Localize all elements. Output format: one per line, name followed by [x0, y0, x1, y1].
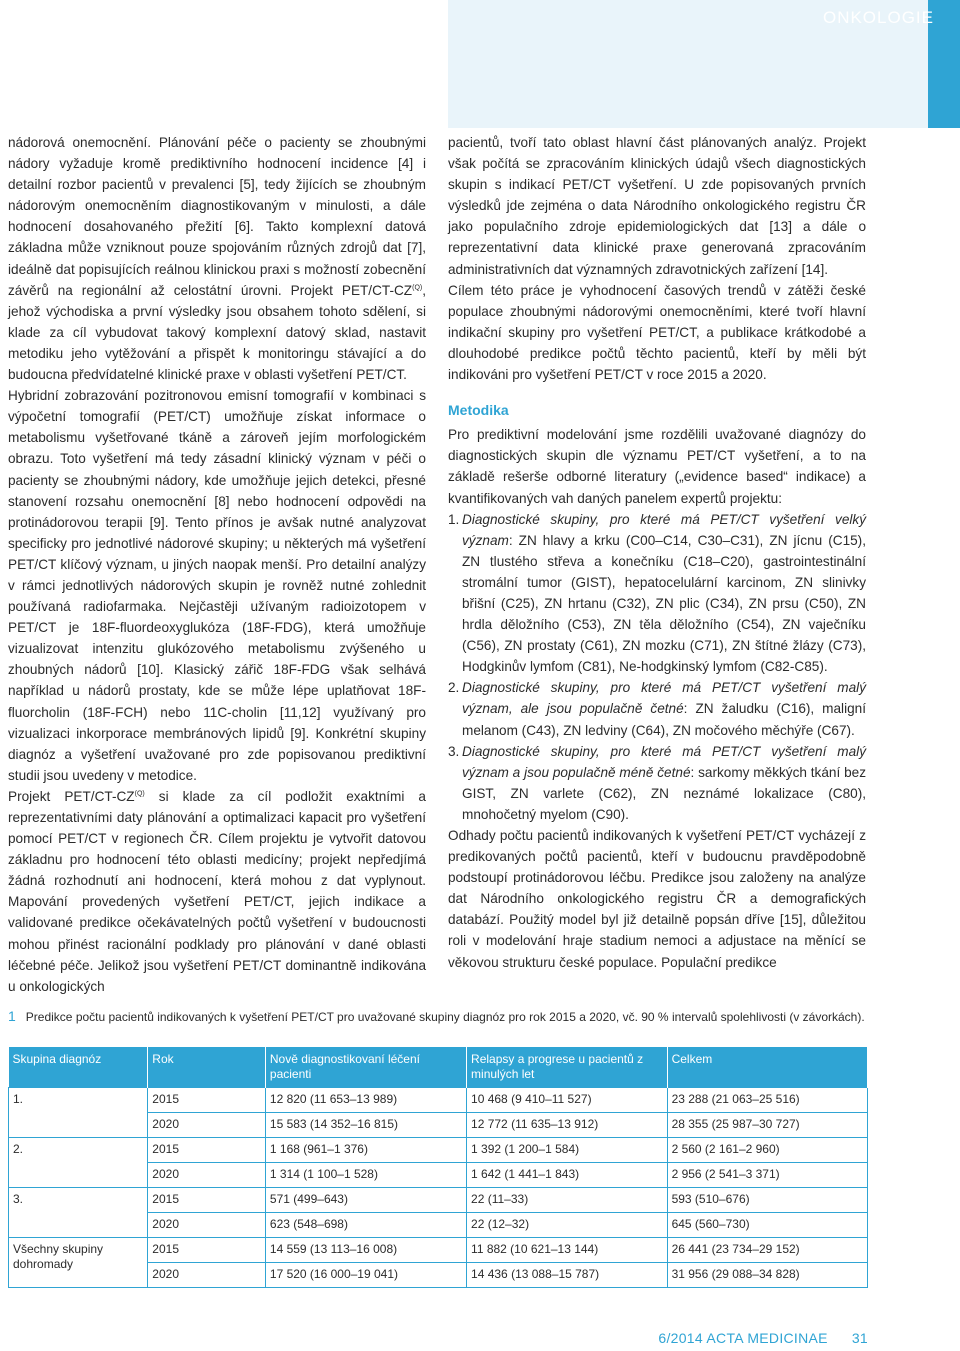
table-cell: 2 560 (2 161–2 960) [667, 1138, 867, 1163]
table-cell: 2020 [148, 1263, 266, 1288]
table-cell: 23 288 (21 063–25 516) [667, 1088, 867, 1113]
table-cell: Všechny skupiny dohromady [9, 1238, 148, 1288]
superscript: (Q) [412, 284, 423, 292]
table-cell: 10 468 (9 410–11 527) [467, 1088, 668, 1113]
table-cell: 1 642 (1 441–1 843) [467, 1163, 668, 1188]
paragraph: Cílem této práce je vyhodnocení časových trendů v zátěži české populace zhoubnými nádorovými onemocněními, které tvoří hlavní indikační skupiny pro vyšetření PET/CT, a publikace krátkodobé a dlouhodobé predikce počtů těchto pacientů, kteří by měli být indikováni pro vyšetření PET/CT v roce 2015 a 2020. [448, 282, 866, 383]
table-cell: 11 882 (10 621–13 144) [467, 1238, 668, 1263]
list-number: 3. [448, 743, 460, 759]
table-row [9, 1238, 868, 1263]
table-cell: 26 441 (23 734–29 152) [667, 1238, 867, 1263]
table-cell: 14 559 (13 113–16 008) [265, 1238, 466, 1263]
text-run: , jehož východiska a první výsledky jsou obsahem tohoto sdělení, si klade za cíl vybudovat takový komplexní datový sklad, nastavit metodiku jeho vytěžování a přispět k monitoringu stávající a do budoucna předvídatelné klinické praxe v oblasti vyšetření PET/CT. [8, 282, 426, 383]
list-item [448, 677, 866, 740]
page-footer [658, 1330, 868, 1346]
table-cell: 1 168 (961–1 376) [265, 1138, 466, 1163]
table-cell: 571 (499–643) [265, 1188, 466, 1213]
table-number: 1 [8, 1008, 16, 1024]
table-cell: 623 (548–698) [265, 1213, 466, 1238]
table-cell: 1. [9, 1088, 148, 1138]
group-title: Diagnostické skupiny, pro které má PET/CT vyšetření malý význam a jsou populačně méně četné [462, 743, 866, 780]
page-number: 31 [851, 1330, 868, 1346]
section-label: ONKOLOGIE [822, 8, 934, 27]
paragraph [8, 786, 426, 997]
journal-issue: 6/2014 ACTA MEDICINAE [658, 1330, 828, 1346]
table-header-row [9, 1047, 868, 1088]
left-column [8, 132, 426, 997]
text-run: Projekt PET/CT-CZ [8, 788, 135, 804]
list-number: 2. [448, 680, 460, 696]
table-row [9, 1088, 868, 1113]
table-cell: 593 (510–676) [667, 1188, 867, 1213]
table-cell: 15 583 (14 352–16 815) [265, 1113, 466, 1138]
paragraph: Pro prediktivní modelování jsme rozdělili uvažované diagnózy do diagnostických skupin dle významu PET/CT vyšetření, a to na základě rešerše odborné literatury („evidence based“ indikace) a kvantifikovaných vah daných panelem expertů projektu: [448, 427, 866, 506]
list-number: 1. [448, 511, 460, 527]
table-cell: 3. [9, 1188, 148, 1238]
paragraph [8, 132, 426, 385]
table-cell: 2015 [148, 1188, 266, 1213]
diagnostic-groups-list [448, 509, 866, 825]
prediction-table [8, 1047, 868, 1288]
table-cell: 2015 [148, 1138, 266, 1163]
table-cell: 2. [9, 1138, 148, 1188]
table-cell: 2020 [148, 1213, 266, 1238]
table-cell: 31 956 (29 088–34 828) [667, 1263, 867, 1288]
table-row [9, 1188, 868, 1213]
group-title: Diagnostické skupiny, pro které má PET/CT vyšetření malý význam, ale jsou populačně četné [462, 680, 866, 717]
group-text: : sarkomy měkkých tkání bez GIST, ZN varlete (C62), ZN neznámé lokalizace (C80), mnohočetný myelom (C90). [462, 764, 866, 822]
superscript: (Q) [134, 790, 145, 798]
table-cell: 1 392 (1 200–1 584) [467, 1138, 668, 1163]
text-run: si klade za cíl podložit exaktními a reprezentativními daty plánování a optimalizaci kapacit pro vyšetření pomocí PET/CT v regionech ČR. Cílem projektu je vytvořit datovou základnu pro hodnocení této oblasti medicíny; projekt nepředjímá žádná rozhodnutí ani hodnocení, která mohou z dat vyplynout. Mapování provedených vyšetření PET/CT, jejich indikace a validované predikce očekávatelných počtů vyšetření v budoucnosti mohou přinést racionální podklady pro plánování v dané oblasti léčebné péče. Jelikož jsou vyšetření PET/CT dominantně indikována u onkologických [8, 788, 426, 994]
list-item [448, 509, 866, 678]
table-cell: 2020 [148, 1163, 266, 1188]
group-title: Diagnostické skupiny, pro které má PET/CT vyšetření velký význam [462, 511, 866, 548]
table-cell: 645 (560–730) [667, 1213, 867, 1238]
column-header: Nově diagnostikovaní léčení pacienti [265, 1047, 466, 1088]
table-cell: 14 436 (13 088–15 787) [467, 1263, 668, 1288]
table-cell: 2015 [148, 1238, 266, 1263]
column-header: Celkem [667, 1047, 867, 1088]
right-column [448, 132, 866, 973]
group-text: : ZN žaludku (C16), maligní melanom (C43), ZN ledviny (C64), ZN močového měchýře (C67). [462, 701, 866, 738]
table-cell: 28 355 (25 987–30 727) [667, 1113, 867, 1138]
section-heading: Metodika [448, 402, 509, 419]
paragraph: pacientů, tvoří tato oblast hlavní část plánovaných analýz. Projekt však počítá se zpracováním klinických údajů všech diagnostických skupin s indikací PET/CT vyšetření. U zde popisovaných prvních výsledků jde zejména o data Národního onkologického registru ČR jako populačního zdroje epidemiologických dat [13] a dále o reprezentativní data klinické praxe generovaná zpracováním administrativních dat významných zdravotnických zařízení [14]. [448, 135, 866, 277]
table-cell: 12 772 (11 635–13 912) [467, 1113, 668, 1138]
column-header: Relapsy a progrese u pacientů z minulých let [467, 1047, 668, 1088]
table-caption [8, 1008, 898, 1026]
column-header: Rok [148, 1047, 266, 1088]
table-cell: 2020 [148, 1113, 266, 1138]
text-run: nádorová onemocnění. Plánování péče o pacienty se zhoubnými nádory vyžaduje kromě prediktivního hodnocení incidence [4] i detailní rozbor pacientů v prevalenci [5], tedy žijících se zhoubným nádorovým onemocněním diagnostikovaným v minulosti, a dále hodnocení dosahovaného přežití [6]. Takto komplexní datová základna může vzniknout pouze spojováním různých zdrojů dat [7], ideálně dat popisujících reálnou klinickou praxi s možností zobecnění závěrů na regionální až celostátní úrovni. Projekt PET/CT-CZ [8, 135, 426, 298]
table-cell: 22 (12–32) [467, 1213, 668, 1238]
table-cell: 1 314 (1 100–1 528) [265, 1163, 466, 1188]
table-cell: 22 (11–33) [467, 1188, 668, 1213]
table-cell: 17 520 (16 000–19 041) [265, 1263, 466, 1288]
table-cell: 12 820 (11 653–13 989) [265, 1088, 466, 1113]
group-text: : ZN hlavy a krku (C00–C14, C30–C31), ZN jícnu (C15), ZN tlustého střeva a konečníku (C18–C20), gastrointestinální stromální tumor (GIST), hepatocelulární karcinom, ZN slinivky břišní (C25), ZN hrtanu (C32), ZN plic (C34), ZN prsu (C50), ZN hrdla děložního (C53), ZN těla děložního (C54), ZN vaječníku (C56), ZN prostaty (C61), ZN mozku (C71), ZN štítné žlázy (C73), Hodgkinův lymfom (C81), Ne-hodgkinský lymfom (C82-C85). [462, 532, 866, 675]
table-row [9, 1138, 868, 1163]
table-cell: 2015 [148, 1088, 266, 1113]
table-cell: 2 956 (2 541–3 371) [667, 1163, 867, 1188]
paragraph: Odhady počtu pacientů indikovaných k vyšetření PET/CT vycházejí z predikovaných počtů pacientů, kteří v budoucnu pravděpodobně podstoupí protinádorovou léčbu. Predikce jsou založeny na analýze dat Národního onkologického registru ČR a demografických databází. Použitý model byl již detailně popsán dříve [15], důležitou roli v modelování hraje stadium nemoci a adjustace na měnící se věkovou strukturu české populace. Populační predikce [448, 828, 866, 970]
caption-text: Predikce počtu pacientů indikovaných k vyšetření PET/CT pro uvažované skupiny diagnóz pro rok 2015 a 2020, vč. 90 % intervalů spolehlivosti (v závorkách). [25, 1010, 865, 1024]
paragraph: Hybridní zobrazování pozitronovou emisní tomografií v kombinaci s výpočetní tomografií (PET/CT) umožňuje získat informace o metabolismu vyšetřované tkáně a zároveň jejím morfologickém obrazu. Toto vyšetření má tedy zásadní klinický význam v péči o pacienty se zhoubnými nádory, kde umožňuje jejich detekci, přesné stanovení rozsahu onemocnění [8] nebo hodnocení odpovědi na protinádorovou terapii [9]. Tento přínos je avšak nutné analyzovat specificky pro jednotlivé nádorové skupiny; u některých má vyšetření PET/CT klíčový význam, u jiných naopak menší. Pro detailní analýzy v rámci jednotlivých nádorových skupin je rovněž nutné zohlednit používaná radiofarmaka. Nejčastěji užívaným radioizotopem v PET/CT je 18F-fluordeoxyglukóza (18F-FDG), která umožňuje vizualizovat intenzitu glukózového metabolismu zvýšeného u zhoubných nádorů [10]. Klasický zářič 18F-FDG však selhává například u nádorů prostaty, kde se může lépe uplatňovat 18F-fluorcholin (18F-FCH) nebo 11C-cholin [11,12] využívaný pro vizualizaci inkorporace membránových lipidů [9]. Konkrétní skupiny diagnóz a vyšetření uvažované pro zde popisovanou prediktivní studii jsou uvedeny v metodice. [8, 388, 426, 783]
list-item [448, 741, 866, 825]
column-header: Skupina diagnóz [9, 1047, 148, 1088]
